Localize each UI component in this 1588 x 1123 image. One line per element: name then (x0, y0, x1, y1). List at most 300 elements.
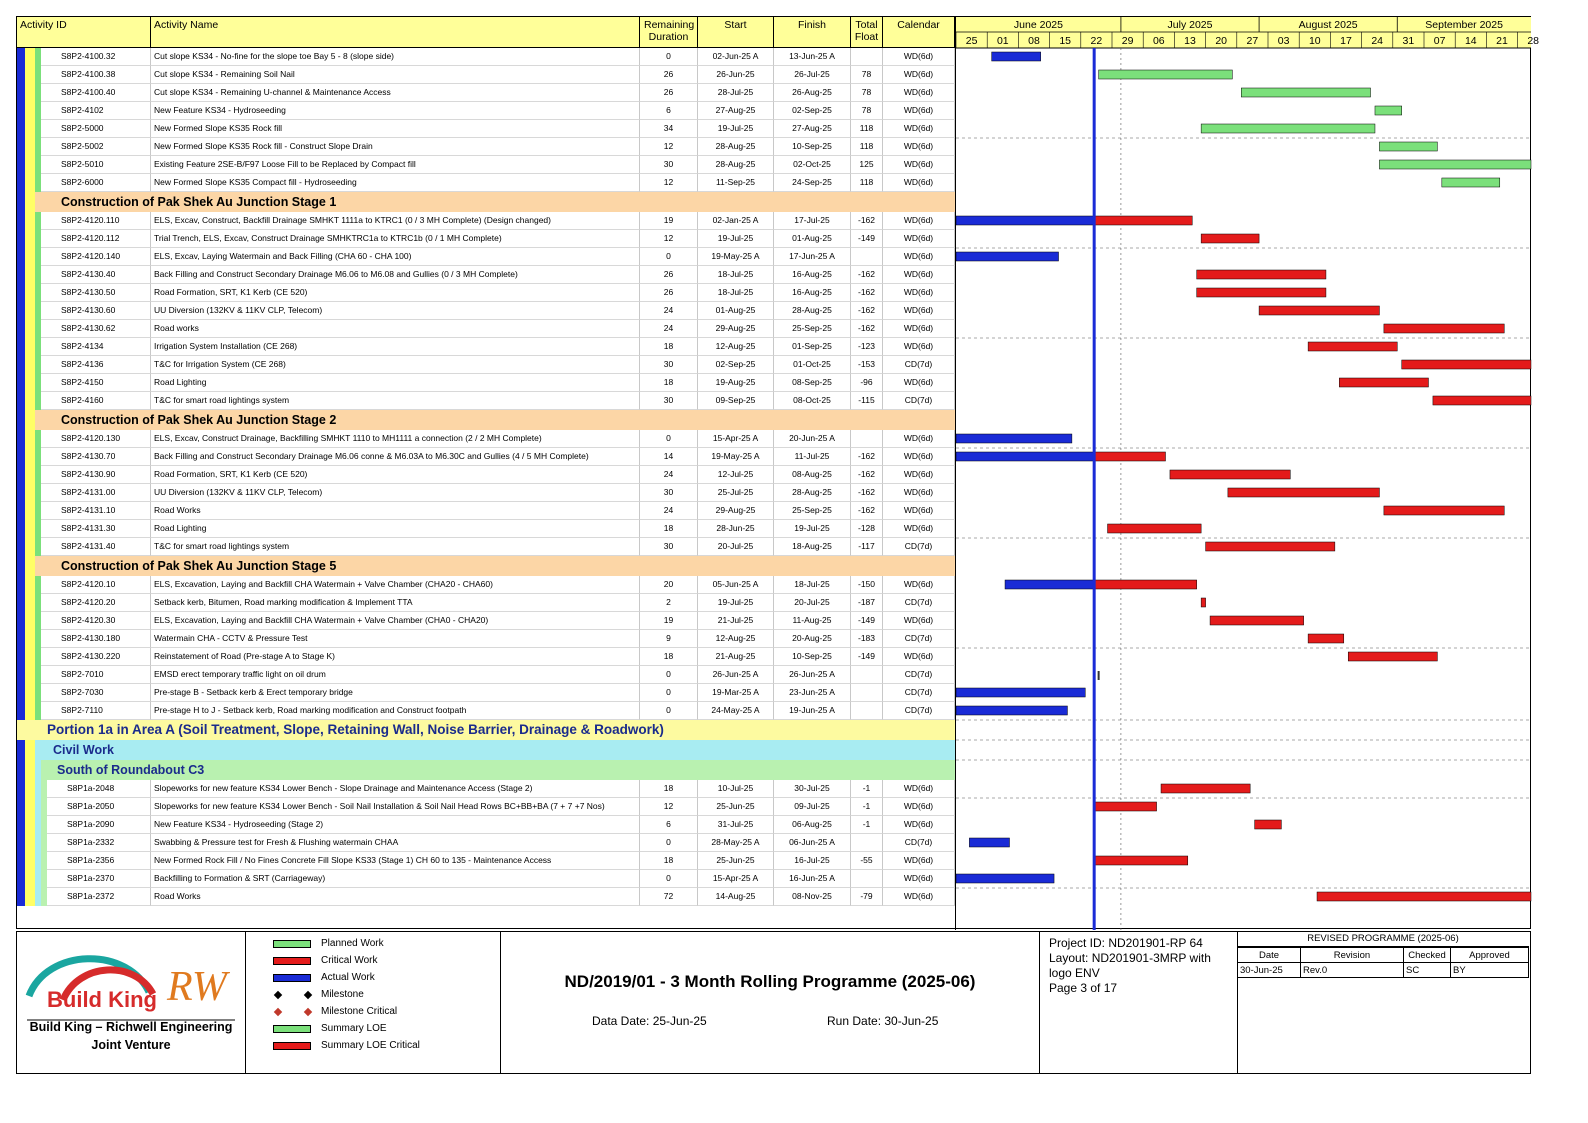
legend-label: Summary LOE (321, 1023, 387, 1034)
total-float-cell (851, 702, 883, 720)
activity-row[interactable] (17, 248, 955, 266)
wbs-group-title: South of Roundabout C3 (57, 763, 205, 777)
remaining-duration-cell: 12 (640, 798, 698, 816)
gantt-bar-actual[interactable] (956, 688, 1085, 697)
remaining-duration-cell: 0 (640, 48, 698, 66)
column-header-total-float[interactable]: Total Float (851, 17, 883, 48)
finish-date-cell: 18-Aug-25 (774, 538, 851, 556)
activity-row[interactable] (17, 138, 955, 156)
finish-date-cell: 02-Sep-25 (774, 102, 851, 120)
total-float-cell: -149 (851, 612, 883, 630)
activity-row[interactable] (17, 102, 955, 120)
remaining-duration-cell: 19 (640, 612, 698, 630)
gantt-bar-critical[interactable] (1161, 784, 1250, 793)
calendar-cell: CD(7d) (883, 834, 955, 852)
total-float-cell: 78 (851, 102, 883, 120)
finish-date-cell: 26-Aug-25 (774, 84, 851, 102)
calendar-cell: WD(6d) (883, 612, 955, 630)
calendar-cell: WD(6d) (883, 138, 955, 156)
finish-date-cell: 17-Jul-25 (774, 212, 851, 230)
total-float-cell: -117 (851, 538, 883, 556)
gantt-bar-critical[interactable] (1402, 360, 1531, 369)
column-header-finish[interactable]: Finish (774, 17, 851, 48)
total-float-cell: -150 (851, 576, 883, 594)
revision-number: Rev.0 (1301, 963, 1404, 978)
wbs-group-header[interactable] (17, 720, 955, 740)
finish-date-cell: 16-Jun-25 A (774, 870, 851, 888)
timescale-month-label: June 2025 (1013, 19, 1063, 31)
activity-name-cell: UU Diversion (132KV & 11KV CLP, Telecom) (151, 302, 640, 320)
gantt-bar-critical[interactable] (1197, 270, 1326, 279)
activity-row[interactable] (17, 684, 955, 702)
finish-date-cell: 16-Aug-25 (774, 266, 851, 284)
finish-date-cell: 16-Jul-25 (774, 852, 851, 870)
gantt-bar-actual[interactable] (956, 434, 1072, 443)
activity-row[interactable] (17, 356, 955, 374)
gantt-bar-critical[interactable] (1255, 820, 1282, 829)
activity-name-cell: Road Lighting (151, 374, 640, 392)
finish-date-cell: 26-Jun-25 A (774, 666, 851, 684)
start-date-cell: 20-Jul-25 (698, 538, 774, 556)
gantt-bar-critical[interactable] (1197, 288, 1326, 297)
activity-row[interactable] (17, 502, 955, 520)
gantt-bar-critical[interactable] (1108, 524, 1202, 533)
finish-date-cell: 19-Jun-25 A (774, 702, 851, 720)
activity-id-cell: S8P2-4130.60 (41, 302, 151, 320)
activity-row[interactable] (17, 392, 955, 410)
legend-item (273, 970, 493, 986)
gantt-bar-planned[interactable] (1201, 124, 1375, 133)
gantt-bar-critical[interactable] (1308, 634, 1344, 643)
revision-header-revision: Revision (1301, 948, 1404, 963)
gantt-bar-planned[interactable] (1099, 70, 1233, 79)
activity-id-cell: S8P1a-2356 (47, 852, 151, 870)
activity-row[interactable] (17, 630, 955, 648)
legend-label: Summary LOE Critical (321, 1040, 420, 1051)
calendar-cell: WD(6d) (883, 212, 955, 230)
finish-date-cell: 20-Jun-25 A (774, 430, 851, 448)
legend-item (273, 1038, 493, 1054)
activity-name-cell: Back Filling and Construct Secondary Drainage M6.06 to M6.08 and Gullies (0 / 3 MH Complete) (151, 266, 640, 284)
activity-row[interactable] (17, 520, 955, 538)
column-header-activity-name[interactable]: Activity Name (151, 17, 640, 48)
remaining-duration-cell: 0 (640, 666, 698, 684)
total-float-cell: -123 (851, 338, 883, 356)
total-float-cell: -55 (851, 852, 883, 870)
logo-rw-text: RW (167, 964, 227, 1010)
activity-row[interactable] (17, 576, 955, 594)
legend-label: Milestone (321, 989, 364, 1000)
activity-id-cell: S8P2-4120.130 (41, 430, 151, 448)
activity-row[interactable] (17, 834, 955, 852)
gantt-bar-critical[interactable] (1339, 378, 1428, 387)
activity-id-cell: S8P2-5002 (41, 138, 151, 156)
remaining-duration-cell: 30 (640, 484, 698, 502)
activity-row[interactable] (17, 230, 955, 248)
finish-date-cell: 06-Aug-25 (774, 816, 851, 834)
legend-item (273, 1004, 493, 1020)
timescale-week-label: 29 (1121, 35, 1134, 47)
calendar-cell: WD(6d) (883, 448, 955, 466)
calendar-cell: WD(6d) (883, 174, 955, 192)
remaining-duration-cell: 0 (640, 702, 698, 720)
total-float-cell: -1 (851, 798, 883, 816)
wbs-group-header[interactable] (17, 410, 955, 430)
gantt-bar-critical[interactable] (1094, 802, 1156, 811)
activity-id-cell: S8P2-7030 (41, 684, 151, 702)
start-date-cell: 01-Aug-25 (698, 302, 774, 320)
total-float-cell (851, 248, 883, 266)
activity-row[interactable] (17, 266, 955, 284)
activity-row[interactable] (17, 816, 955, 834)
total-float-cell: -162 (851, 502, 883, 520)
start-date-cell: 02-Sep-25 (698, 356, 774, 374)
timescale-month-label: July 2025 (1167, 19, 1213, 31)
activity-row[interactable] (17, 48, 955, 66)
gantt-bar-planned[interactable] (1241, 88, 1370, 97)
activity-row[interactable] (17, 320, 955, 338)
total-float-cell: -162 (851, 302, 883, 320)
activity-row[interactable] (17, 284, 955, 302)
gantt-bar-actual[interactable] (1005, 580, 1094, 589)
activity-row[interactable] (17, 780, 955, 798)
activity-row[interactable] (17, 174, 955, 192)
activity-name-cell: ELS, Excavation, Laying and Backfill CHA Watermain + Valve Chamber (CHA0 - CHA20) (151, 612, 640, 630)
start-date-cell: 18-Jul-25 (698, 266, 774, 284)
finish-date-cell: 02-Oct-25 (774, 156, 851, 174)
timescale-week-label: 28 (1527, 35, 1540, 47)
start-date-cell: 12-Aug-25 (698, 338, 774, 356)
column-header-remaining-duration[interactable]: Remaining Duration (640, 17, 698, 48)
finish-date-cell: 19-Jul-25 (774, 520, 851, 538)
activity-name-cell: Trial Trench, ELS, Excav, Construct Drainage SMHKTRC1a to KTRC1b (0 / 1 MH Complete) (151, 230, 640, 248)
activity-id-cell: S8P2-4120.140 (41, 248, 151, 266)
remaining-duration-cell: 18 (640, 648, 698, 666)
total-float-cell: -1 (851, 780, 883, 798)
activity-id-cell: S8P2-4130.50 (41, 284, 151, 302)
wbs-group-title: Portion 1a in Area A (Soil Treatment, Slope, Retaining Wall, Noise Barrier, Drainage & Roadwork) (47, 722, 664, 737)
activity-name-cell: Road Formation, SRT, K1 Kerb (CE 520) (151, 284, 640, 302)
gantt-bar-critical[interactable] (1094, 216, 1192, 225)
gantt-bar-critical[interactable] (1201, 234, 1259, 243)
start-date-cell: 26-Jun-25 (698, 66, 774, 84)
activity-name-cell: Setback kerb, Bitumen, Road marking modification & Implement TTA (151, 594, 640, 612)
legend-swatch (273, 957, 311, 965)
calendar-cell: WD(6d) (883, 120, 955, 138)
timescale-week-label: 17 (1340, 35, 1352, 47)
gantt-bar-critical[interactable] (1201, 598, 1205, 607)
gantt-bar-critical[interactable] (1348, 652, 1437, 661)
remaining-duration-cell: 18 (640, 520, 698, 538)
calendar-cell: WD(6d) (883, 466, 955, 484)
wbs-group-title: Civil Work (53, 743, 114, 757)
activity-id-cell: S8P2-4130.90 (41, 466, 151, 484)
activity-id-cell: S8P2-4150 (41, 374, 151, 392)
revision-date: 30-Jun-25 (1238, 963, 1301, 978)
total-float-cell: -162 (851, 284, 883, 302)
activity-row[interactable] (17, 798, 955, 816)
activity-name-cell: Back Filling and Construct Secondary Drainage M6.06 conne & M6.03A to M6.30C and Gullies (4 / 5 MH Complete) (151, 448, 640, 466)
activity-name-cell: Cut slope KS34 - No-fine for the slope toe Bay 5 - 8 (slope side) (151, 48, 640, 66)
activity-name-cell: Slopeworks for new feature KS34 Lower Bench - Slope Drainage and Maintenance Access (Stage 2) (151, 780, 640, 798)
project-id-text: Project ID: ND201901-RP 64 (1049, 936, 1203, 950)
gantt-bar-actual[interactable] (956, 252, 1059, 261)
start-date-cell: 29-Aug-25 (698, 502, 774, 520)
revision-header-approved: Approved (1451, 948, 1529, 963)
gantt-bar-critical[interactable] (1308, 342, 1397, 351)
gantt-bar-critical[interactable] (1259, 306, 1379, 315)
activity-row[interactable] (17, 870, 955, 888)
gantt-bar-planned[interactable] (1379, 160, 1531, 169)
activity-row[interactable] (17, 648, 955, 666)
start-date-cell: 12-Aug-25 (698, 630, 774, 648)
start-date-cell: 19-May-25 A (698, 248, 774, 266)
activity-id-cell: S8P2-4136 (41, 356, 151, 374)
gantt-bar-critical[interactable] (1210, 616, 1304, 625)
remaining-duration-cell: 0 (640, 834, 698, 852)
activity-name-cell: ELS, Excav, Construct, Backfill Drainage SMHKT 1111a to KTRC1 (0 / 3 MH Complete) (Design changed) (151, 212, 640, 230)
page-number-text: Page 3 of 17 (1049, 981, 1118, 995)
activity-row[interactable] (17, 156, 955, 174)
legend-label: Actual Work (321, 972, 375, 983)
start-date-cell: 12-Jul-25 (698, 466, 774, 484)
activity-id-cell: S8P2-4160 (41, 392, 151, 410)
activity-name-cell: Reinstatement of Road (Pre-stage A to Stage K) (151, 648, 640, 666)
activity-name-cell: Road Works (151, 502, 640, 520)
activity-row[interactable] (17, 212, 955, 230)
calendar-cell: CD(7d) (883, 594, 955, 612)
total-float-cell (851, 684, 883, 702)
revision-block (1237, 932, 1529, 978)
wbs-group-header[interactable] (17, 556, 955, 576)
gantt-bar-actual[interactable] (956, 216, 1094, 225)
calendar-cell: WD(6d) (883, 888, 955, 906)
activity-name-cell: Pre-stage H to J - Setback kerb, Road marking modification and Construct footpath (151, 702, 640, 720)
total-float-cell (851, 666, 883, 684)
gantt-bar-actual[interactable] (992, 52, 1041, 61)
finish-date-cell: 08-Aug-25 (774, 466, 851, 484)
activity-name-cell: T&C for Irrigation System (CE 268) (151, 356, 640, 374)
remaining-duration-cell: 18 (640, 338, 698, 356)
activity-row[interactable] (17, 466, 955, 484)
calendar-cell: CD(7d) (883, 702, 955, 720)
total-float-cell: -162 (851, 266, 883, 284)
activity-row[interactable] (17, 484, 955, 502)
start-date-cell: 15-Apr-25 A (698, 870, 774, 888)
start-date-cell: 19-Aug-25 (698, 374, 774, 392)
legend-item (273, 936, 493, 952)
gantt-bar-critical[interactable] (1433, 396, 1531, 405)
total-float-cell: 118 (851, 174, 883, 192)
activity-row[interactable] (17, 666, 955, 684)
timescale-week-label: 22 (1090, 35, 1103, 47)
activity-id-cell: S8P2-4130.40 (41, 266, 151, 284)
start-date-cell: 19-Jul-25 (698, 120, 774, 138)
wbs-group-header[interactable] (17, 740, 955, 760)
gantt-milestone-tick[interactable] (1098, 671, 1100, 680)
timescale-week-label: 14 (1464, 35, 1477, 47)
start-date-cell: 25-Jun-25 (698, 798, 774, 816)
total-float-cell (851, 48, 883, 66)
calendar-cell: CD(7d) (883, 538, 955, 556)
activity-row[interactable] (17, 338, 955, 356)
remaining-duration-cell: 12 (640, 174, 698, 192)
legend-swatch (273, 940, 311, 948)
wbs-group-header[interactable] (17, 192, 955, 212)
calendar-cell: WD(6d) (883, 520, 955, 538)
activity-row[interactable] (17, 66, 955, 84)
gantt-bar-actual[interactable] (969, 838, 1009, 847)
activity-row[interactable] (17, 538, 955, 556)
activity-row[interactable] (17, 302, 955, 320)
gantt-chart-area (955, 17, 1540, 930)
total-float-cell: 78 (851, 66, 883, 84)
activity-name-cell: Irrigation System Installation (CE 268) (151, 338, 640, 356)
finish-date-cell: 10-Sep-25 (774, 648, 851, 666)
gantt-bar-planned[interactable] (1375, 106, 1402, 115)
total-float-cell: -162 (851, 466, 883, 484)
activity-name-cell: Backfilling to Formation & SRT (Carriageway) (151, 870, 640, 888)
timescale-week-label: 31 (1402, 35, 1415, 47)
revision-title: REVISED PROGRAMME (2025-06) (1237, 932, 1529, 947)
gantt-bar-actual[interactable] (956, 452, 1094, 461)
calendar-cell: WD(6d) (883, 248, 955, 266)
total-float-cell: 118 (851, 120, 883, 138)
gantt-bar-critical[interactable] (1384, 324, 1504, 333)
remaining-duration-cell: 18 (640, 374, 698, 392)
column-header-calendar[interactable]: Calendar (883, 17, 955, 48)
activity-row[interactable] (17, 448, 955, 466)
activity-id-cell: S8P2-5010 (41, 156, 151, 174)
start-date-cell: 19-Jul-25 (698, 594, 774, 612)
start-date-cell: 10-Jul-25 (698, 780, 774, 798)
start-date-cell: 28-Jun-25 (698, 520, 774, 538)
start-date-cell: 26-Jun-25 A (698, 666, 774, 684)
finish-date-cell: 11-Jul-25 (774, 448, 851, 466)
activity-name-cell: ELS, Excavation, Laying and Backfill CHA Watermain + Valve Chamber (CHA20 - CHA60) (151, 576, 640, 594)
activity-name-cell: Swabbing & Pressure test for Fresh & Flushing watermain CHAA (151, 834, 640, 852)
timescale-week-label: 01 (996, 35, 1009, 47)
finish-date-cell: 08-Nov-25 (774, 888, 851, 906)
gantt-bar-actual[interactable] (956, 874, 1054, 883)
activity-name-cell: UU Diversion (132KV & 11KV CLP, Telecom) (151, 484, 640, 502)
activity-row[interactable] (17, 594, 955, 612)
total-float-cell: -183 (851, 630, 883, 648)
gantt-bar-critical[interactable] (1094, 452, 1165, 461)
start-date-cell: 19-Mar-25 A (698, 684, 774, 702)
activity-id-cell: S8P2-4131.10 (41, 502, 151, 520)
activity-row[interactable] (17, 120, 955, 138)
gantt-bar-actual[interactable] (956, 706, 1067, 715)
activity-row[interactable] (17, 612, 955, 630)
activity-id-cell: S8P2-4120.20 (41, 594, 151, 612)
total-float-cell (851, 834, 883, 852)
activity-row[interactable] (17, 84, 955, 102)
activity-name-cell: Cut slope KS34 - Remaining U-channel & Maintenance Access (151, 84, 640, 102)
calendar-cell: WD(6d) (883, 780, 955, 798)
gantt-bar-critical[interactable] (1228, 488, 1380, 497)
gantt-bar-critical[interactable] (1317, 892, 1531, 901)
gantt-bar-critical[interactable] (1094, 580, 1197, 589)
activity-id-cell: S8P2-4120.30 (41, 612, 151, 630)
activity-row[interactable] (17, 852, 955, 870)
gantt-bar-planned[interactable] (1379, 142, 1437, 151)
gantt-bar-critical[interactable] (1206, 542, 1335, 551)
column-header-start[interactable]: Start (698, 17, 774, 48)
legend-swatch (273, 1042, 311, 1050)
total-float-cell: -162 (851, 320, 883, 338)
calendar-cell: WD(6d) (883, 576, 955, 594)
finish-date-cell: 01-Oct-25 (774, 356, 851, 374)
finish-date-cell: 18-Jul-25 (774, 576, 851, 594)
finish-date-cell: 24-Sep-25 (774, 174, 851, 192)
remaining-duration-cell: 34 (640, 120, 698, 138)
calendar-cell: WD(6d) (883, 816, 955, 834)
activity-id-cell: S8P2-4100.38 (41, 66, 151, 84)
revision-header-date: Date (1238, 948, 1301, 963)
calendar-cell: WD(6d) (883, 266, 955, 284)
activity-table (17, 17, 955, 930)
remaining-duration-cell: 18 (640, 780, 698, 798)
company-name-line2: Joint Venture (91, 1038, 171, 1052)
total-float-cell: -115 (851, 392, 883, 410)
activity-row[interactable] (17, 430, 955, 448)
remaining-duration-cell: 30 (640, 356, 698, 374)
gantt-bar-critical[interactable] (1094, 856, 1188, 865)
calendar-cell: WD(6d) (883, 230, 955, 248)
schedule-sheet (16, 16, 1540, 929)
remaining-duration-cell: 26 (640, 266, 698, 284)
activity-name-cell: New Feature KS34 - Hydroseeding (151, 102, 640, 120)
legend-diamond-icon (304, 991, 312, 999)
gantt-chart (956, 17, 1540, 930)
remaining-duration-cell: 30 (640, 156, 698, 174)
activity-row[interactable] (17, 888, 955, 906)
calendar-cell: CD(7d) (883, 666, 955, 684)
remaining-duration-cell: 0 (640, 870, 698, 888)
start-date-cell: 24-May-25 A (698, 702, 774, 720)
calendar-cell: WD(6d) (883, 484, 955, 502)
gantt-bar-planned[interactable] (1442, 178, 1500, 187)
timescale-week-label: 27 (1246, 35, 1259, 47)
start-date-cell: 21-Jul-25 (698, 612, 774, 630)
calendar-cell: WD(6d) (883, 48, 955, 66)
wbs-group-header[interactable] (17, 760, 955, 780)
start-date-cell: 28-Aug-25 (698, 156, 774, 174)
activity-id-cell: S8P2-4130.62 (41, 320, 151, 338)
activity-name-cell: New Formed Rock Fill / No Fines Concrete Fill Slope KS33 (Stage 1) CH 60 to 135 - Maintenance Access (151, 852, 640, 870)
total-float-cell: -128 (851, 520, 883, 538)
legend-item (273, 953, 493, 969)
activity-id-cell: S8P2-7110 (41, 702, 151, 720)
activity-row[interactable] (17, 702, 955, 720)
gantt-bar-critical[interactable] (1384, 506, 1504, 515)
total-float-cell: 78 (851, 84, 883, 102)
total-float-cell: -162 (851, 448, 883, 466)
remaining-duration-cell: 24 (640, 302, 698, 320)
timescale-week-label: 25 (965, 35, 978, 47)
remaining-duration-cell: 0 (640, 248, 698, 266)
finish-date-cell: 26-Jul-25 (774, 66, 851, 84)
finish-date-cell: 30-Jul-25 (774, 780, 851, 798)
gantt-bar-critical[interactable] (1170, 470, 1290, 479)
activity-id-cell: S8P1a-2048 (47, 780, 151, 798)
remaining-duration-cell: 12 (640, 230, 698, 248)
column-header-activity-id[interactable]: Activity ID (17, 17, 151, 48)
activity-row[interactable] (17, 374, 955, 392)
finish-date-cell: 13-Jun-25 A (774, 48, 851, 66)
remaining-duration-cell: 24 (640, 502, 698, 520)
